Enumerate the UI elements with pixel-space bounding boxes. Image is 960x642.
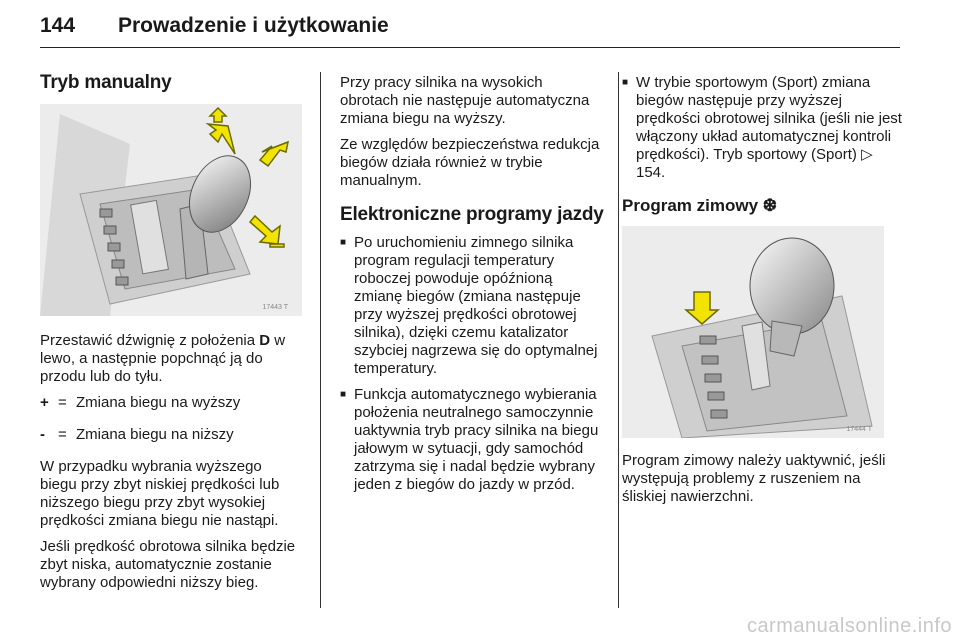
figure-code: 17444 T xyxy=(846,426,872,433)
column-3 xyxy=(622,74,902,514)
winter-button-figure xyxy=(622,226,884,438)
list-item: ■ Funkcja automatycznego wybierania położenia neutralnego samoczynnie uaktywnia tryb pracy silnika na biegu jałowym w sytuacji, gdy samochód zatrzyma się i nadal będzie wybrany jeden z biegów do jazdy w przód. xyxy=(340,386,604,494)
section-title-manual-mode: Tryb manualny xyxy=(40,72,172,93)
winter-button-illustration xyxy=(622,226,884,438)
page-number: 144 xyxy=(40,14,76,37)
def-equals: = xyxy=(58,394,67,411)
watermark: carmanualsonline.info xyxy=(746,615,952,637)
column-2 xyxy=(340,74,604,502)
page-header xyxy=(40,14,900,48)
section-title-programs: Elektroniczne programy jazdy xyxy=(340,204,604,225)
def-equals: = xyxy=(58,426,67,443)
column-divider xyxy=(320,72,321,608)
winter-title-text: Program zimowy xyxy=(622,196,759,215)
def-symbol: + xyxy=(40,394,49,411)
list-item-sport xyxy=(622,74,902,182)
intro-text-cont: w lewo, a następnie popchnąć ją do przodu lub do tyłu. xyxy=(40,332,286,385)
paragraph: Przy pracy silnika na wysokich obrotach nie następuje automatyczna zmiana biegu na wyższy. xyxy=(340,74,590,127)
intro-text: Przestawić dźwignię z położenia xyxy=(40,332,260,349)
list-item: ■ Po uruchomieniu zimnego silnika program regulacji temperatury roboczej powoduje opóźnioną zmianę biegów (zmiana następuje przy wyższej prędkości obrotowej silnika), dzięki czemu katalizator szybciej nagrzewa się do optymalnej temperatury. xyxy=(340,234,604,378)
intro-paragraph xyxy=(40,332,302,386)
snowflake-icon: ❆ xyxy=(762,196,778,215)
definition-upshift xyxy=(40,394,302,412)
sport-list xyxy=(622,74,902,182)
column-1 xyxy=(40,72,302,600)
program-list xyxy=(340,234,604,494)
sport-text: W trybie sportowym (Sport) zmiana biegów następuje przy wyższej prędkości obrotowej silnika (jeśli nie jest włączony układ automatycznej kontroli prędkości). Tryb sportowy (Sport) xyxy=(636,74,902,163)
gear-lever-figure xyxy=(40,104,302,316)
paragraph: Program zimowy należy uaktywnić, jeśli występują problemy z ruszeniem na śliskiej nawierzchni. xyxy=(622,452,886,505)
page-ref-icon: ▷ xyxy=(861,146,873,163)
gear-lever-illustration xyxy=(40,104,302,316)
intro-bold: D xyxy=(259,332,271,349)
paragraph: Jeśli prędkość obrotowa silnika będzie zbyt niska, automatycznie zostanie wybrany odpowiedni niższy bieg. xyxy=(40,538,296,591)
figure-code: 17443 T xyxy=(262,304,288,311)
page-ref[interactable]: 154. xyxy=(636,164,666,181)
def-symbol: - xyxy=(40,426,45,443)
def-text: Zmiana biegu na niższy xyxy=(76,426,234,443)
column-divider xyxy=(618,72,619,608)
chapter-title: Prowadzenie i użytkowanie xyxy=(118,14,389,37)
section-title-winter xyxy=(622,196,902,216)
paragraph: W przypadku wybrania wyższego biegu przy zbyt niskiej prędkości lub niższego biegu przy zbyt wysokiej prędkości zmiana biegu nie nastąpi. xyxy=(40,458,280,529)
def-text: Zmiana biegu na wyższy xyxy=(76,394,241,411)
paragraph: Ze względów bezpieczeństwa redukcja biegów działa również w trybie manualnym. xyxy=(340,136,600,189)
definition-downshift xyxy=(40,426,302,444)
